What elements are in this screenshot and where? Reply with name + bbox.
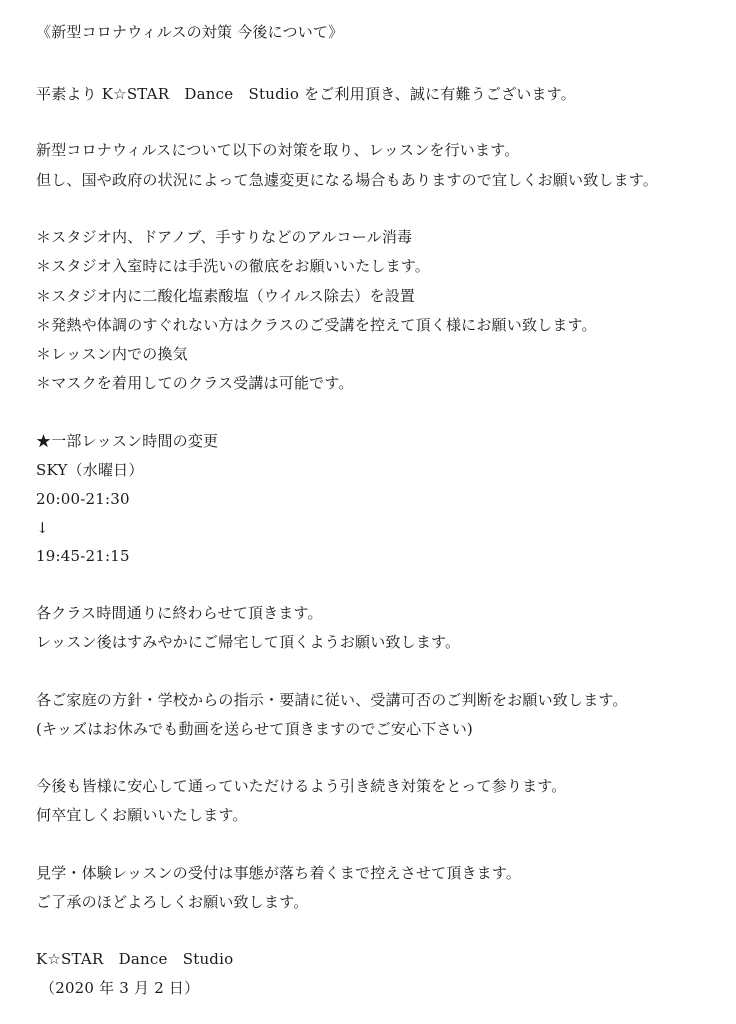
down-arrow-icon: ↓	[36, 519, 49, 537]
family-note-line: (キッズはお休みでも動画を送らせて頂きますのでご安心下さい)	[36, 720, 473, 738]
schedule-class-name: SKY（水曜日）	[36, 461, 144, 479]
intro-line: 但し、国や政府の状況によって急遽変更になる場合もありますので宜しくお願い致します。	[36, 171, 659, 189]
family-note-line: 各ご家庭の方針・学校からの指示・要請に従い、受講可否のご判断をお願い致します。	[36, 691, 628, 709]
schedule-heading: ★一部レッスン時間の変更	[36, 432, 219, 450]
measure-item: ＊発熱や体調のすぐれない方はクラスのご受講を控えて頂く様にお願い致します。	[36, 316, 597, 334]
schedule-new-time: 19:45-21:15	[36, 547, 130, 565]
schedule-old-time: 20:00-21:30	[36, 490, 130, 508]
notice-title: 《新型コロナウィルスの対策 今後について》	[36, 23, 344, 41]
measure-item: ＊スタジオ内に二酸化塩素酸塩（ウイルス除去）を設置	[36, 287, 416, 305]
trial-note-line: ご了承のほどよろしくお願い致します。	[36, 893, 309, 911]
class-note-line: 各クラス時間通りに終わらせて頂きます。	[36, 604, 323, 622]
class-note-line: レッスン後はすみやかにご帰宅して頂くようお願い致します。	[36, 633, 461, 651]
notice-date: （2020 年 3 月 2 日）	[40, 979, 200, 997]
measure-item: ＊スタジオ内、ドアノブ、手すりなどのアルコール消毒	[36, 228, 413, 246]
studio-signature: K☆STAR Dance Studio	[36, 950, 234, 968]
measure-item: ＊マスクを着用してのクラス受講は可能です。	[36, 374, 354, 392]
measure-item: ＊レッスン内での換気	[36, 345, 188, 363]
greeting-text: 平素より K☆STAR Dance Studio をご利用頂き、誠に有難うございます。	[36, 85, 576, 103]
intro-line: 新型コロナウィルスについて以下の対策を取り、レッスンを行います。	[36, 141, 520, 159]
closing-note-line: 何卒宜しくお願いいたします。	[36, 806, 248, 824]
measure-item: ＊スタジオ入室時には手洗いの徹底をお願いいたします。	[36, 257, 431, 275]
closing-note-line: 今後も皆様に安心して通っていただけるよう引き続き対策をとって参ります。	[36, 777, 567, 795]
trial-note-line: 見学・体験レッスンの受付は事態が落ち着くまで控えさせて頂きます。	[36, 864, 522, 882]
